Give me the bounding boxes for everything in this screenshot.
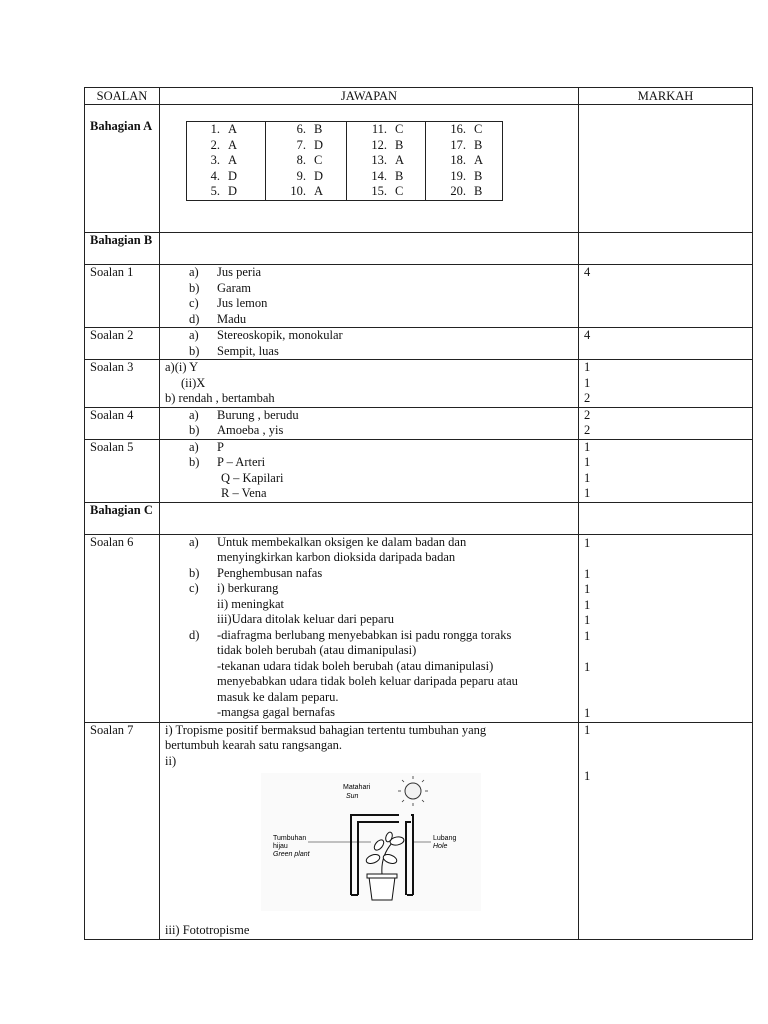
hole-label-en: Hole [433,843,448,850]
answer-letter: a) [189,439,199,454]
answer-item [189,535,573,566]
plant-pot [367,874,397,900]
mcq-number: 18. [450,153,466,167]
answer-item [189,281,573,297]
mcq-answer [187,153,265,169]
mcq-answer [266,122,346,138]
mark-value: 1 [584,613,591,627]
mcq-letter: A [228,122,238,136]
answer-line: tidak boleh berubah (atau dimanipulasi) [217,643,417,657]
soalan-7-row [85,722,753,939]
mark-value: 1 [584,470,591,485]
mark-value [584,551,747,567]
mcq-number: 17. [450,137,466,152]
answer-letter: b) [189,280,200,295]
bahagian-b-label: Bahagian B [85,233,160,265]
answer-item [189,312,573,328]
answer-text-block [217,566,322,582]
bahagian-b-row [85,233,753,265]
soalan-1-markah [579,265,753,328]
soalan-5-row [85,439,753,502]
header-row [85,88,753,105]
mark-value [584,754,747,770]
bahagian-c-label: Bahagian C [85,502,160,534]
mcq-answer [426,153,502,169]
mcq-answer [347,153,425,169]
soalan-5-answers [165,440,573,471]
mcq-column [347,122,426,201]
answer-line: -tekanan udara tidak boleh berubah (atau dimanipulasi) [217,658,494,673]
answer-item [189,408,573,424]
bahagian-a-row [85,105,753,233]
mark-value: 1 [584,375,591,390]
soalan-2-markah [579,328,753,360]
mcq-letter: B [395,137,404,152]
mcq-number: 16. [450,122,466,136]
answer-item [189,344,573,360]
mcq-letter: A [474,153,484,167]
mcq-number: 19. [450,168,466,183]
mcq-answer [347,122,425,138]
mcq-number: 12. [371,137,387,152]
mark-value: 1 [584,706,591,720]
soalan-5-markah [579,439,753,502]
mark-value [584,644,747,660]
soalan-2-answers [165,328,573,359]
soalan-7-markah [579,722,753,939]
mcq-letter: B [474,184,483,198]
mark-value: 1 [584,360,591,374]
answer-text-block [217,581,394,628]
bahagian-a-answers [160,105,579,233]
bahagian-c-row [85,502,753,534]
answer-text-block [217,535,466,566]
mark-value: 1 [584,439,591,454]
answer-letter: b) [189,343,200,358]
soalan-2-row [85,328,753,360]
soalan-7-last: iii) Fototropisme [165,923,250,937]
mark-value: 2 [584,423,591,437]
answer-letter: a) [189,265,199,279]
mcq-letter: C [314,153,323,167]
soalan-5-extra: R – Vena [221,486,267,500]
answer-line: ii) meningkat [217,596,284,611]
mark-value [584,691,747,707]
sun-label-ms: Matahari [343,784,371,791]
mcq-letter: C [395,184,404,198]
mcq-letter: D [228,168,238,183]
mcq-answer [266,153,346,169]
mcq-column-cell [266,122,346,200]
soalan-4-answers [165,408,573,439]
mark-value [584,675,747,691]
answer-scheme-table [84,87,753,940]
bahagian-a-markah [579,105,753,233]
answer-line: masuk ke dalam peparu. [217,689,339,704]
soalan-6-markah [579,534,753,722]
mcq-letter: B [395,168,404,183]
answer-line: Penghembusan nafas [217,565,323,580]
mark-value: 2 [584,407,591,422]
mark-value: 4 [584,328,591,342]
mcq-answer [347,169,425,185]
soalan-3-line: b) rendah , bertambah [165,391,275,405]
answer-letter: d) [189,311,200,326]
plant-label-en: Green plant [273,851,310,858]
soalan-3-answers [160,360,579,408]
mcq-column-cell [426,122,502,200]
soalan-5-extra: Q – Kapilari [221,470,284,485]
mark-value: 4 [584,265,591,279]
mcq-letter: D [228,184,238,198]
header-soalan: SOALAN [85,88,160,105]
answer-line: i) berkurang [217,581,279,595]
mcq-number: 7. [296,137,306,152]
mcq-number: 8. [296,153,306,167]
mcq-letter: A [228,153,238,167]
mcq-number: 14. [371,168,387,183]
soalan-1-label: Soalan 1 [85,265,160,328]
hole-label-ms: Lubang [433,835,457,842]
mark-value: 1 [584,535,591,550]
mark-value: 1 [584,597,591,612]
soalan-3-row [85,360,753,408]
soalan-6-answers [160,534,579,722]
answer-letter: c) [189,581,199,595]
answer-item [189,566,573,582]
answer-text: Amoeba , yis [217,423,284,437]
mark-value: 1 [584,566,591,581]
mcq-answer [426,122,502,138]
answer-text-block [217,628,518,721]
mcq-answer [426,169,502,185]
answer-item [189,328,573,344]
mark-value: 1 [584,769,591,783]
mark-value: 1 [584,628,591,643]
soalan-3-line: a)(i) Y [165,360,199,374]
mcq-column [266,122,347,201]
bahagian-a-label: Bahagian A [85,105,160,233]
answer-letter: a) [189,407,199,422]
mcq-letter: A [395,153,405,167]
mcq-letter: B [474,168,483,183]
phototropism-figure [261,773,481,911]
plant-label-ms1: Tumbuhan [273,835,307,842]
mcq-number: 10. [290,184,306,198]
header-markah: MARKAH [579,88,753,105]
plant-label-ms2: hijau [273,843,288,850]
answer-letter: d) [189,627,200,642]
mcq-answer [187,184,265,200]
answer-text: Sempit, luas [217,343,279,358]
mcq-number: 2. [210,137,220,152]
mcq-answer [266,169,346,185]
answer-text: Garam [217,280,252,295]
mcq-letter: B [474,137,483,152]
soalan-1-row [85,265,753,328]
mcq-answer [426,138,502,154]
mcq-letter: B [314,122,323,136]
mcq-letter: C [395,122,404,136]
soalan-7-label: Soalan 7 [85,722,160,939]
soalan-2-label: Soalan 2 [85,328,160,360]
mcq-answer [426,184,502,200]
soalan-7-line: bertumbuh kearah satu rangsangan. [165,738,343,752]
mark-value: 1 [584,455,591,469]
mcq-number: 5. [210,184,220,198]
soalan-7-answers [160,722,579,939]
answer-letter: a) [189,534,199,549]
mcq-answer [187,138,265,154]
soalan-6-label: Soalan 6 [85,534,160,722]
mcq-number: 9. [296,168,306,183]
mcq-number: 15. [371,184,387,198]
answer-text: Madu [217,311,247,326]
answer-line: iii)Udara ditolak keluar dari peparu [217,612,395,626]
mcq-number: 11. [371,122,387,136]
answer-text: Burung , berudu [217,407,299,422]
answer-line: Untuk membekalkan oksigen ke dalam badan dan [217,534,467,549]
answer-text: Jus peria [217,265,262,279]
soalan-4-label: Soalan 4 [85,407,160,439]
mcq-letter: A [314,184,324,198]
answer-text: Jus lemon [217,296,268,310]
soalan-4-markah [579,407,753,439]
mark-value: 1 [584,722,591,737]
answer-item [189,440,573,456]
answer-text: P [217,439,224,454]
mark-value: 1 [584,582,591,596]
mcq-answer [187,122,265,138]
mcq-letter: D [314,137,324,152]
mcq-column-cell [187,122,265,200]
answer-item [189,265,573,281]
soalan-3-markah [579,360,753,408]
mcq-column-cell [347,122,425,200]
answer-line: -diafragma berlubang menyebabkan isi padu rongga toraks [217,627,512,642]
mcq-number: 20. [450,184,466,198]
answer-item [189,455,573,471]
soalan-1-answers [165,265,573,327]
mcq-answer [347,184,425,200]
soalan-7-line: i) Tropisme positif bermaksud bahagian tertentu tumbuhan yang [165,722,487,737]
mark-value: 1 [584,659,591,674]
answer-line: menyingkirkan karbon dioksida daripada badan [217,550,456,564]
mcq-column [426,122,503,201]
sun-label-en: Sun [346,793,359,800]
mcq-letter: A [228,137,238,152]
soalan-6-row [85,534,753,722]
answer-letter: a) [189,328,199,342]
answer-line: menyebabkan udara tidak boleh keluar daripada peparu atau [217,674,518,688]
soalan-4-row [85,407,753,439]
answer-item [189,581,573,628]
answer-item [189,628,573,721]
mcq-number: 3. [210,153,220,167]
mcq-answer-grid [186,121,503,201]
mark-value: 2 [584,391,591,405]
mcq-answer [347,138,425,154]
answer-item [189,296,573,312]
mcq-number: 6. [296,122,306,136]
mcq-letter: D [314,168,324,183]
answer-text: P – Arteri [217,455,266,469]
answer-letter: b) [189,423,200,437]
mcq-number: 4. [210,168,220,183]
mcq-letter: C [474,122,483,136]
answer-item [189,423,573,439]
mcq-answer [266,138,346,154]
mcq-answer [266,184,346,200]
soalan-3-line: (ii)X [181,375,206,390]
soalan-7-line: ii) [165,753,177,768]
mcq-number: 13. [371,153,387,167]
answer-letter: c) [189,296,199,310]
soalan-3-label: Soalan 3 [85,360,160,408]
mcq-answer [187,169,265,185]
answer-letter: b) [189,565,200,580]
mcq-number: 1. [210,122,220,136]
answer-line: -mangsa gagal bernafas [217,705,335,719]
mcq-column [187,122,266,201]
mark-value: 1 [584,486,591,500]
soalan-5-label: Soalan 5 [85,439,160,502]
answer-text: Stereoskopik, monokular [217,328,343,342]
answer-letter: b) [189,455,200,469]
mark-value [584,738,747,754]
header-jawapan: JAWAPAN [160,88,579,105]
